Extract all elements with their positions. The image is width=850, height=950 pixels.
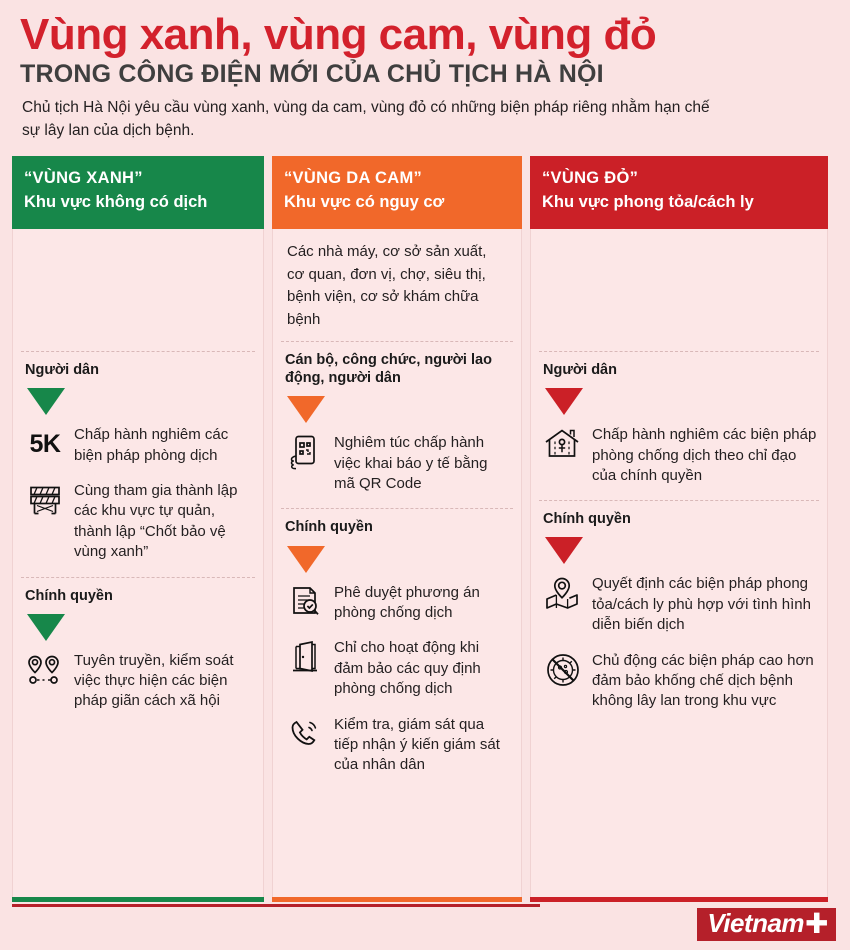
5k-text-icon: 5K xyxy=(29,429,61,458)
list-item xyxy=(283,714,511,776)
column-red-header xyxy=(530,156,828,229)
column-green-body xyxy=(12,229,264,897)
column-red-zone xyxy=(530,156,828,902)
red-section-1-title: Chính quyền xyxy=(543,511,631,528)
map-location-icon xyxy=(543,573,583,613)
red-section-0-items xyxy=(541,424,817,486)
footer-rule xyxy=(12,904,540,907)
column-orange-header xyxy=(272,156,522,229)
column-red-body xyxy=(530,229,828,897)
plus-icon: ✚ xyxy=(805,908,828,940)
list-item xyxy=(283,582,511,624)
open-door-icon xyxy=(285,637,325,677)
document-approve-icon xyxy=(285,582,325,622)
orange-section-0-title: Cán bộ, công chức, người lao động, người dân xyxy=(285,352,492,387)
green-arrow-marker xyxy=(27,614,65,641)
list-item-text: Tuyên truyền, kiểm soát việc thực hiện các biện pháp giãn cách xã hội xyxy=(74,651,234,710)
orange-intro-text: Các nhà máy, cơ sở sản xuất, cơ quan, đơn vị, chợ, siêu thị, bệnh viện, cơ sở khám chữa bệnh xyxy=(287,243,487,328)
list-item-text: Quyết định các biện pháp phong tỏa/cách ly phù hợp với tình hình diễn biến dịch xyxy=(592,575,811,634)
green-arrow-marker xyxy=(27,388,65,415)
orange-section-1-title: Chính quyền xyxy=(285,519,373,536)
red-section-1-items xyxy=(541,573,817,711)
list-item xyxy=(541,650,817,712)
column-green-zone-label: “VÙNG XANH” xyxy=(24,169,143,188)
column-green-zone-desc: Khu vực không có dịch xyxy=(24,192,208,211)
column-red-zone-label: “VÙNG ĐỎ” xyxy=(542,169,639,188)
list-item-text: Kiểm tra, giám sát qua tiếp nhận ý kiến giám sát của nhân dân xyxy=(334,715,500,774)
page-subtitle: TRONG CÔNG ĐIỆN MỚI CỦA CHỦ TỊCH HÀ NỘI xyxy=(20,59,604,88)
orange-arrow-marker xyxy=(287,396,325,423)
green-section-1-items xyxy=(23,650,253,712)
list-item-text: Chỉ cho hoạt động khi đảm bảo các quy định phòng chống dịch xyxy=(334,639,481,698)
phone-qr-scan-icon xyxy=(285,432,325,472)
red-section-0-title: Người dân xyxy=(543,362,617,379)
green-section-0-title: Người dân xyxy=(25,362,99,379)
brand-name: Vietnam xyxy=(707,908,805,938)
list-item-text: Phê duyệt phương án phòng chống dịch xyxy=(334,583,480,621)
list-item xyxy=(23,480,253,563)
house-person-icon xyxy=(543,424,583,464)
list-item xyxy=(23,650,253,712)
list-item xyxy=(541,424,817,486)
green-section-0-items xyxy=(23,424,253,562)
column-orange-zone-desc: Khu vực có nguy cơ xyxy=(284,192,445,211)
page-deck: Chủ tịch Hà Nội yêu cầu vùng xanh, vùng da cam, vùng đỏ có những biện pháp riêng nhằm hạn chế sự lây lan của dịch bệnh. xyxy=(22,99,710,139)
column-orange-zone xyxy=(272,156,522,902)
map-pins-route-icon xyxy=(25,650,65,690)
barricade-icon xyxy=(25,480,65,520)
column-green-top-spacer xyxy=(23,229,253,351)
phone-call-icon xyxy=(285,714,325,754)
vietnamplus-logo xyxy=(697,908,836,941)
column-green-zone xyxy=(12,156,264,902)
list-item-text: Chấp hành nghiêm các biện pháp phòng chống dịch theo chỉ đạo của chính quyền xyxy=(592,426,817,484)
list-item xyxy=(283,637,511,699)
list-item xyxy=(283,432,511,494)
list-item-text: Cùng tham gia thành lập các khu vực tự quản, thành lập “Chốt bảo vệ vùng xanh” xyxy=(74,481,238,561)
column-orange-body xyxy=(272,229,522,897)
list-item xyxy=(541,573,817,635)
orange-arrow-marker xyxy=(287,546,325,573)
green-section-1-title: Chính quyền xyxy=(25,587,113,604)
zone-columns xyxy=(12,156,838,902)
list-item-text: Chấp hành nghiêm các biện pháp phòng dịch xyxy=(74,426,229,464)
column-orange-zone-label: “VÙNG DA CAM” xyxy=(284,169,423,188)
column-green-header xyxy=(12,156,264,229)
red-arrow-marker xyxy=(545,388,583,415)
header xyxy=(12,0,838,142)
list-item-text: Chủ động các biện pháp cao hơn đảm bảo khống chế dịch bệnh không lây lan trong khu vực xyxy=(592,651,814,710)
column-red-zone-desc: Khu vực phong tỏa/cách ly xyxy=(542,192,754,211)
list-item xyxy=(23,424,253,466)
list-item-text: Nghiêm túc chấp hành việc khai báo y tế bằng mã QR Code xyxy=(334,434,488,493)
orange-section-1-items xyxy=(283,582,511,776)
page-title: Vùng xanh, vùng cam, vùng đỏ xyxy=(20,10,657,59)
column-red-top-spacer xyxy=(541,229,817,351)
orange-section-0-items xyxy=(283,432,511,494)
no-virus-icon xyxy=(543,650,583,690)
red-arrow-marker xyxy=(545,537,583,564)
footer xyxy=(0,894,850,950)
